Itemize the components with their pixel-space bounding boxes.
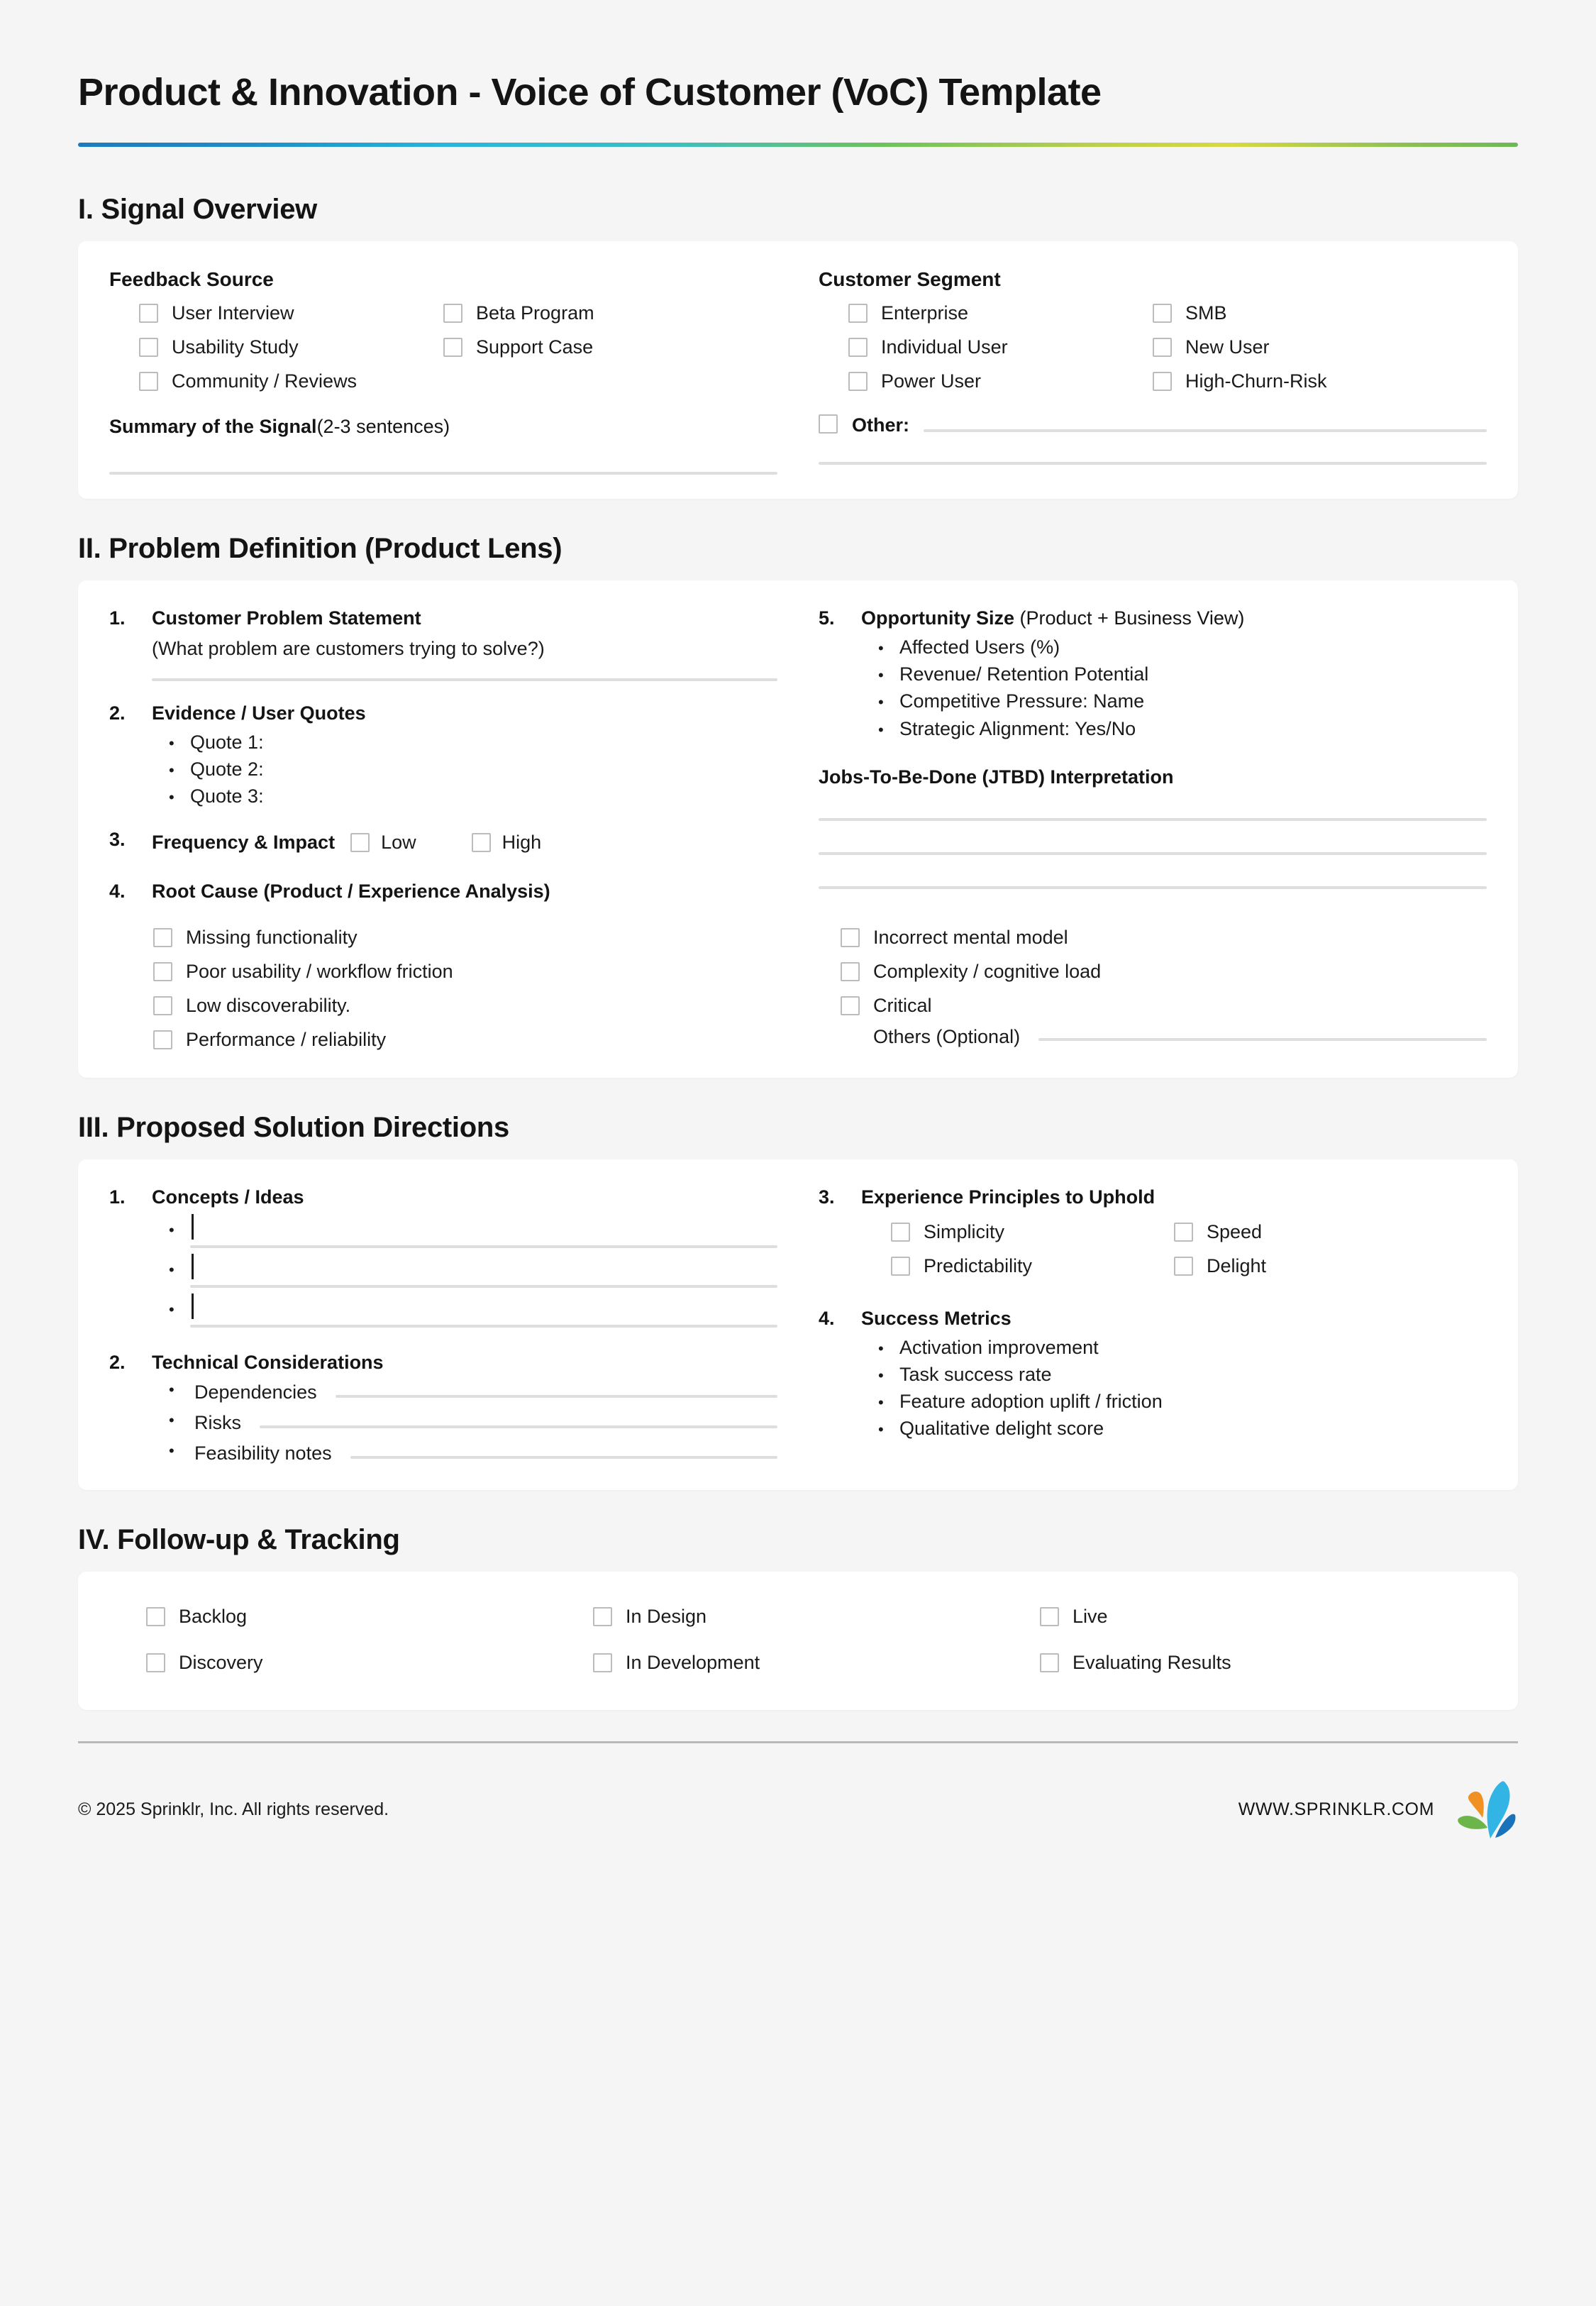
metric-label: Qualitative delight score xyxy=(899,1418,1104,1440)
checkbox-incorrect-mental-model[interactable] xyxy=(841,924,1487,951)
text-cursor-icon xyxy=(192,1293,194,1319)
bullet-label: Affected Users (%) xyxy=(899,636,1060,658)
copyright-text: © 2025 Sprinklr, Inc. All rights reserved. xyxy=(78,1799,389,1819)
feasibility-notes-input-line[interactable] xyxy=(350,1456,777,1459)
item-title: Success Metrics xyxy=(861,1307,1012,1329)
checkbox-smb[interactable] xyxy=(1153,299,1487,327)
checkbox-box-icon[interactable] xyxy=(443,338,462,357)
technical-field-row xyxy=(152,1442,777,1466)
checkbox-label: Speed xyxy=(1207,1221,1263,1243)
checkbox-label: SMB xyxy=(1185,302,1227,324)
bullet-icon: • xyxy=(169,1261,174,1279)
list-item xyxy=(861,634,1487,661)
checkbox-box-icon[interactable] xyxy=(1040,1607,1059,1626)
checkbox-support-case[interactable] xyxy=(443,333,777,361)
bullet-icon: • xyxy=(878,693,884,712)
checkbox-box-icon[interactable] xyxy=(1174,1257,1193,1276)
concept-input-row[interactable] xyxy=(152,1293,777,1328)
item-title: Customer Problem Statement xyxy=(152,607,421,629)
checkbox-label: Community / Reviews xyxy=(172,370,358,392)
item-title-suffix: (Product + Business View) xyxy=(1014,607,1245,629)
feedback-source-label: Feedback Source xyxy=(109,268,274,291)
item-evidence-user-quotes xyxy=(109,702,777,810)
checkbox-box-icon[interactable] xyxy=(139,372,158,391)
technical-field-row xyxy=(152,1411,777,1435)
checkbox-poor-usability[interactable] xyxy=(153,958,799,986)
checkbox-backlog[interactable] xyxy=(146,1603,593,1631)
website-url[interactable]: WWW.SPRINKLR.COM xyxy=(1238,1799,1434,1819)
feedback-source-group xyxy=(109,268,777,474)
checkbox-label: Predictability xyxy=(924,1255,1033,1277)
others-optional-input-line[interactable] xyxy=(1038,1038,1487,1041)
list-item xyxy=(152,783,777,810)
customer-segment-options xyxy=(819,299,1487,395)
section-heading-problem-definition: II. Problem Definition (Product Lens) xyxy=(78,532,563,564)
checkbox-box-icon[interactable] xyxy=(153,1030,172,1049)
checkbox-other[interactable] xyxy=(819,414,838,434)
footer-divider xyxy=(78,1741,1518,1743)
concept-input-row[interactable] xyxy=(152,1254,777,1288)
item-opportunity-size xyxy=(819,607,1487,742)
item-technical-considerations xyxy=(109,1352,777,1466)
section-3-card xyxy=(78,1159,1518,1490)
checkbox-frequency-low[interactable] xyxy=(350,829,416,856)
checkbox-label: Power User xyxy=(881,370,982,392)
others-optional-row xyxy=(841,1026,1487,1048)
item-number: 3. xyxy=(819,1186,835,1208)
checkbox-label: Individual User xyxy=(881,336,1008,358)
bullet-icon: • xyxy=(169,1301,174,1319)
checkbox-label: In Design xyxy=(626,1606,707,1628)
checkbox-box-icon[interactable] xyxy=(153,996,172,1015)
text-cursor-icon xyxy=(192,1254,194,1279)
checkbox-enterprise[interactable] xyxy=(819,299,1153,327)
checkbox-box-icon[interactable] xyxy=(139,338,158,357)
checkbox-label: Live xyxy=(1073,1606,1108,1628)
item-title: Experience Principles to Uphold xyxy=(861,1186,1156,1208)
summary-label xyxy=(109,416,777,438)
list-item xyxy=(861,661,1487,688)
item-experience-principles xyxy=(819,1186,1487,1280)
checkbox-community-reviews[interactable] xyxy=(109,368,443,395)
checkbox-individual-user[interactable] xyxy=(819,333,1153,361)
page-title: Product & Innovation - Voice of Customer (VoC) Template xyxy=(78,71,1102,114)
jtbd-group xyxy=(819,766,1487,889)
item-number: 3. xyxy=(109,828,126,850)
bullet-icon: • xyxy=(169,1442,174,1460)
field-label: Dependencies xyxy=(194,1381,317,1403)
checkbox-label: Missing functionality xyxy=(186,926,358,948)
checkbox-performance-reliability[interactable] xyxy=(153,1026,799,1054)
quote-list xyxy=(152,729,777,810)
success-metric-list xyxy=(861,1334,1487,1442)
checkbox-critical[interactable] xyxy=(841,992,1487,1020)
checkbox-user-interview[interactable] xyxy=(109,299,443,327)
checkbox-label: Discovery xyxy=(179,1652,263,1674)
summary-of-signal-group xyxy=(109,416,777,475)
item-title: Technical Considerations xyxy=(152,1352,384,1374)
customer-segment-group xyxy=(819,268,1487,474)
section-heading-followup-tracking: IV. Follow-up & Tracking xyxy=(78,1524,400,1556)
bullet-label: Revenue/ Retention Potential xyxy=(899,663,1149,685)
bullet-icon: • xyxy=(169,1221,174,1240)
section-heading-proposed-solutions: III. Proposed Solution Directions xyxy=(78,1112,509,1144)
checkbox-new-user[interactable] xyxy=(1153,333,1487,361)
item-hint: (What problem are customers trying to solve?) xyxy=(152,637,545,659)
proposed-solutions-right-column xyxy=(819,1186,1487,1466)
checkbox-box-icon[interactable] xyxy=(153,928,172,947)
checkbox-box-icon[interactable] xyxy=(891,1257,910,1276)
item-title-text: Opportunity Size xyxy=(861,607,1014,629)
root-cause-options xyxy=(109,924,1487,1054)
problem-definition-right-column xyxy=(819,607,1487,903)
checkbox-label: Delight xyxy=(1207,1255,1267,1277)
item-number: 1. xyxy=(109,1186,126,1208)
item-number: 4. xyxy=(819,1307,835,1329)
summary-hint: (2-3 sentences) xyxy=(316,415,450,437)
summary-label-text: Summary of the Signal xyxy=(109,415,317,437)
list-item xyxy=(861,715,1487,742)
checkbox-box-icon[interactable] xyxy=(848,304,868,323)
item-number: 1. xyxy=(109,607,126,629)
checkbox-usability-study[interactable] xyxy=(109,333,443,361)
item-title: Concepts / Ideas xyxy=(152,1186,304,1208)
bullet-icon: • xyxy=(169,788,174,807)
concept-input-line[interactable] xyxy=(190,1325,777,1328)
metric-label: Task success rate xyxy=(899,1363,1052,1385)
quote-label: Quote 3: xyxy=(190,785,264,807)
item-title xyxy=(861,607,1487,629)
checkbox-box-icon[interactable] xyxy=(139,304,158,323)
list-item xyxy=(152,756,777,783)
quote-label: Quote 1: xyxy=(190,731,264,753)
jtbd-input-line-3[interactable] xyxy=(819,886,1487,889)
bullet-icon: • xyxy=(169,761,174,779)
checkbox-label: Evaluating Results xyxy=(1073,1652,1231,1674)
bullet-icon: • xyxy=(878,666,884,684)
checkbox-label: Low discoverability. xyxy=(186,994,351,1016)
list-item xyxy=(152,729,777,756)
checkbox-label: Simplicity xyxy=(924,1221,1005,1243)
item-number: 2. xyxy=(109,1352,126,1374)
problem-definition-left-column xyxy=(109,607,777,903)
bullet-icon: • xyxy=(878,1339,884,1357)
sprinklr-logo xyxy=(1453,1776,1518,1844)
item-title: Evidence / User Quotes xyxy=(152,702,366,724)
field-label: Risks xyxy=(194,1412,241,1434)
list-item xyxy=(861,1334,1487,1361)
quote-label: Quote 2: xyxy=(190,758,264,780)
checkbox-label: Poor usability / workflow friction xyxy=(186,960,453,982)
checkbox-missing-functionality[interactable] xyxy=(153,924,799,951)
checkbox-label: Beta Program xyxy=(476,302,594,324)
checkbox-evaluating-results[interactable] xyxy=(1040,1649,1487,1677)
checkbox-box-icon[interactable] xyxy=(472,833,491,852)
bullet-icon: • xyxy=(878,639,884,657)
item-number: 4. xyxy=(109,880,126,902)
checkbox-power-user[interactable] xyxy=(819,368,1153,395)
dependencies-input-line[interactable] xyxy=(336,1395,777,1398)
item-number: 2. xyxy=(109,702,126,724)
checkbox-box-icon[interactable] xyxy=(146,1653,165,1672)
checkbox-box-icon[interactable] xyxy=(841,996,860,1015)
checkbox-simplicity[interactable] xyxy=(861,1218,1174,1246)
checkbox-box-icon[interactable] xyxy=(848,372,868,391)
checkbox-low-discoverability[interactable] xyxy=(153,992,799,1020)
experience-principle-options xyxy=(861,1218,1487,1280)
checkbox-label: Enterprise xyxy=(881,302,969,324)
checkbox-box-icon[interactable] xyxy=(841,962,860,981)
technical-field-row xyxy=(152,1381,777,1405)
checkbox-in-development[interactable] xyxy=(593,1649,1040,1677)
title-gradient-rule xyxy=(78,143,1518,147)
concept-input-line[interactable] xyxy=(190,1285,777,1288)
checkbox-label: Critical xyxy=(873,994,932,1016)
bullet-icon: • xyxy=(169,1381,174,1399)
checkbox-box-icon[interactable] xyxy=(1153,304,1172,323)
bullet-icon: • xyxy=(878,1394,884,1412)
checkbox-box-icon[interactable] xyxy=(1174,1223,1193,1242)
bullet-label: Competitive Pressure: Name xyxy=(899,690,1145,712)
item-title: Root Cause (Product / Experience Analysis) xyxy=(152,880,550,902)
checkbox-box-icon[interactable] xyxy=(848,338,868,357)
jtbd-label: Jobs-To-Be-Done (JTBD) Interpretation xyxy=(819,766,1174,788)
checkbox-box-icon[interactable] xyxy=(1153,338,1172,357)
field-label: Feasibility notes xyxy=(194,1442,332,1464)
item-title: Frequency & Impact xyxy=(152,831,336,853)
bullet-label: Strategic Alignment: Yes/No xyxy=(899,717,1136,739)
checkbox-box-icon[interactable] xyxy=(153,962,172,981)
item-number: 5. xyxy=(819,607,835,629)
checkbox-label: In Development xyxy=(626,1652,760,1674)
checkbox-predictability[interactable] xyxy=(861,1252,1174,1280)
list-item xyxy=(861,1361,1487,1388)
text-cursor-icon xyxy=(192,1214,194,1240)
checkbox-label: Incorrect mental model xyxy=(873,926,1068,948)
checkbox-box-icon[interactable] xyxy=(443,304,462,323)
checkbox-box-icon[interactable] xyxy=(350,833,370,852)
checkbox-live[interactable] xyxy=(1040,1603,1487,1631)
title-block xyxy=(78,0,1518,147)
other-label: Other: xyxy=(852,414,909,436)
checkbox-in-design[interactable] xyxy=(593,1603,1040,1631)
feedback-source-options xyxy=(109,299,777,395)
problem-statement-input-line[interactable] xyxy=(152,678,777,681)
item-customer-problem-statement xyxy=(109,607,777,681)
customer-segment-extra-line[interactable] xyxy=(819,462,1487,465)
list-item xyxy=(861,1388,1487,1415)
checkbox-box-icon[interactable] xyxy=(593,1607,612,1626)
checkbox-label: Complexity / cognitive load xyxy=(873,960,1102,982)
checkbox-complexity-cognitive-load[interactable] xyxy=(841,958,1487,986)
checkbox-beta-program[interactable] xyxy=(443,299,777,327)
bullet-icon: • xyxy=(169,734,174,752)
checkbox-high-churn-risk[interactable] xyxy=(1153,368,1487,395)
checkbox-label: New User xyxy=(1185,336,1270,358)
checkbox-label: High-Churn-Risk xyxy=(1185,370,1327,392)
summary-input-line[interactable] xyxy=(109,472,777,475)
item-root-cause xyxy=(109,881,777,903)
other-input-line[interactable] xyxy=(924,429,1487,432)
checkbox-label: Backlog xyxy=(179,1606,248,1628)
item-frequency-impact xyxy=(109,829,777,856)
checkbox-label: User Interview xyxy=(172,302,294,324)
item-concepts-ideas xyxy=(109,1186,777,1328)
section-4-card xyxy=(78,1572,1518,1709)
checkbox-box-icon[interactable] xyxy=(841,928,860,947)
others-optional-label: Others (Optional) xyxy=(873,1026,1021,1048)
proposed-solutions-left-column xyxy=(109,1186,777,1466)
checkbox-label: Usability Study xyxy=(172,336,299,358)
status-options xyxy=(109,1603,1487,1677)
checkbox-speed[interactable] xyxy=(1174,1218,1487,1246)
checkbox-box-icon[interactable] xyxy=(1153,372,1172,391)
list-item xyxy=(861,688,1487,715)
section-1-card xyxy=(78,241,1518,498)
section-2-card xyxy=(78,580,1518,1078)
concept-input-line[interactable] xyxy=(190,1245,777,1248)
metric-label: Feature adoption uplift / friction xyxy=(899,1391,1163,1413)
item-success-metrics xyxy=(819,1308,1487,1442)
checkbox-discovery[interactable] xyxy=(146,1649,593,1677)
customer-segment-other-row xyxy=(819,414,1487,438)
checkbox-frequency-high[interactable] xyxy=(472,829,542,856)
checkbox-box-icon[interactable] xyxy=(593,1653,612,1672)
checkbox-label: High xyxy=(501,831,542,853)
risks-input-line[interactable] xyxy=(260,1425,777,1428)
checkbox-box-icon[interactable] xyxy=(1040,1653,1059,1672)
bullet-icon: • xyxy=(878,1420,884,1439)
customer-segment-label: Customer Segment xyxy=(819,268,1001,291)
checkbox-label: Support Case xyxy=(476,336,594,358)
section-heading-signal-overview: I. Signal Overview xyxy=(78,194,317,226)
checkbox-box-icon[interactable] xyxy=(146,1607,165,1626)
checkbox-box-icon[interactable] xyxy=(891,1223,910,1242)
footer xyxy=(78,1776,1518,1844)
list-item xyxy=(861,1415,1487,1442)
checkbox-label: Performance / reliability xyxy=(186,1029,387,1051)
checkbox-delight[interactable] xyxy=(1174,1252,1487,1280)
metric-label: Activation improvement xyxy=(899,1336,1099,1358)
opportunity-bullet-list xyxy=(861,634,1487,742)
bullet-icon: • xyxy=(878,1366,884,1384)
checkbox-label: Low xyxy=(381,831,416,853)
bullet-icon: • xyxy=(878,720,884,739)
bullet-icon: • xyxy=(169,1411,174,1430)
concept-input-row[interactable] xyxy=(152,1214,777,1248)
